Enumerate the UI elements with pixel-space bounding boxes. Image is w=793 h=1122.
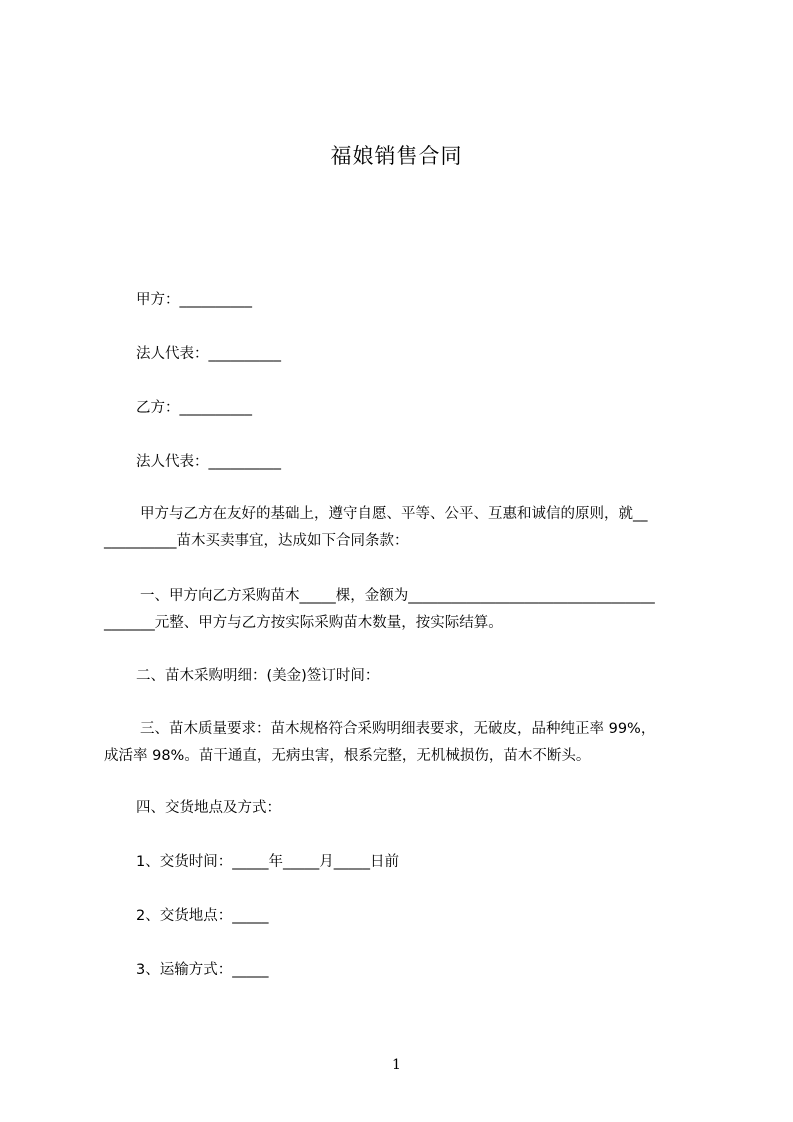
transport-method-line: 3、运输方式：_____ (136, 962, 269, 978)
party-b-rep-line: 法人代表：__________ (136, 454, 281, 470)
clause-3-line-1: 三、苗木质量要求：苗木规格符合采购明细表要求，无破皮，品种纯正率 99%， (140, 721, 656, 737)
clause-1-line-1: 一、甲方向乙方采购苗木_____棵，金额为__________________________________ (140, 588, 655, 604)
intro-paragraph-line-2: __________苗木买卖事宜，达成如下合同条款： (104, 533, 409, 549)
clause-1-line-2: _______元整、甲方与乙方按实际采购苗木数量，按实际结算。 (104, 615, 503, 631)
party-b-line: 乙方：__________ (136, 400, 252, 416)
clause-2-line: 二、苗木采购明细：(美金)签订时间： (136, 668, 380, 684)
intro-paragraph-line-1: 甲方与乙方在友好的基础上，遵守自愿、平等、公平、互惠和诚信的原则，就__ (140, 506, 648, 522)
delivery-time-line: 1、交货时间：_____年_____月_____日前 (136, 854, 399, 870)
party-a-rep-line: 法人代表：__________ (136, 346, 281, 362)
clause-3-line-2: 成活率 98%。苗干通直，无病虫害，根系完整，无机械损伤，苗木不断头。 (104, 748, 591, 764)
delivery-location-line: 2、交货地点：_____ (136, 908, 269, 924)
page-number: 1 (392, 1057, 401, 1073)
clause-4-heading: 四、交货地点及方式： (136, 800, 281, 816)
party-a-line: 甲方：__________ (136, 292, 252, 308)
document-title: 福娘销售合同 (330, 144, 463, 168)
